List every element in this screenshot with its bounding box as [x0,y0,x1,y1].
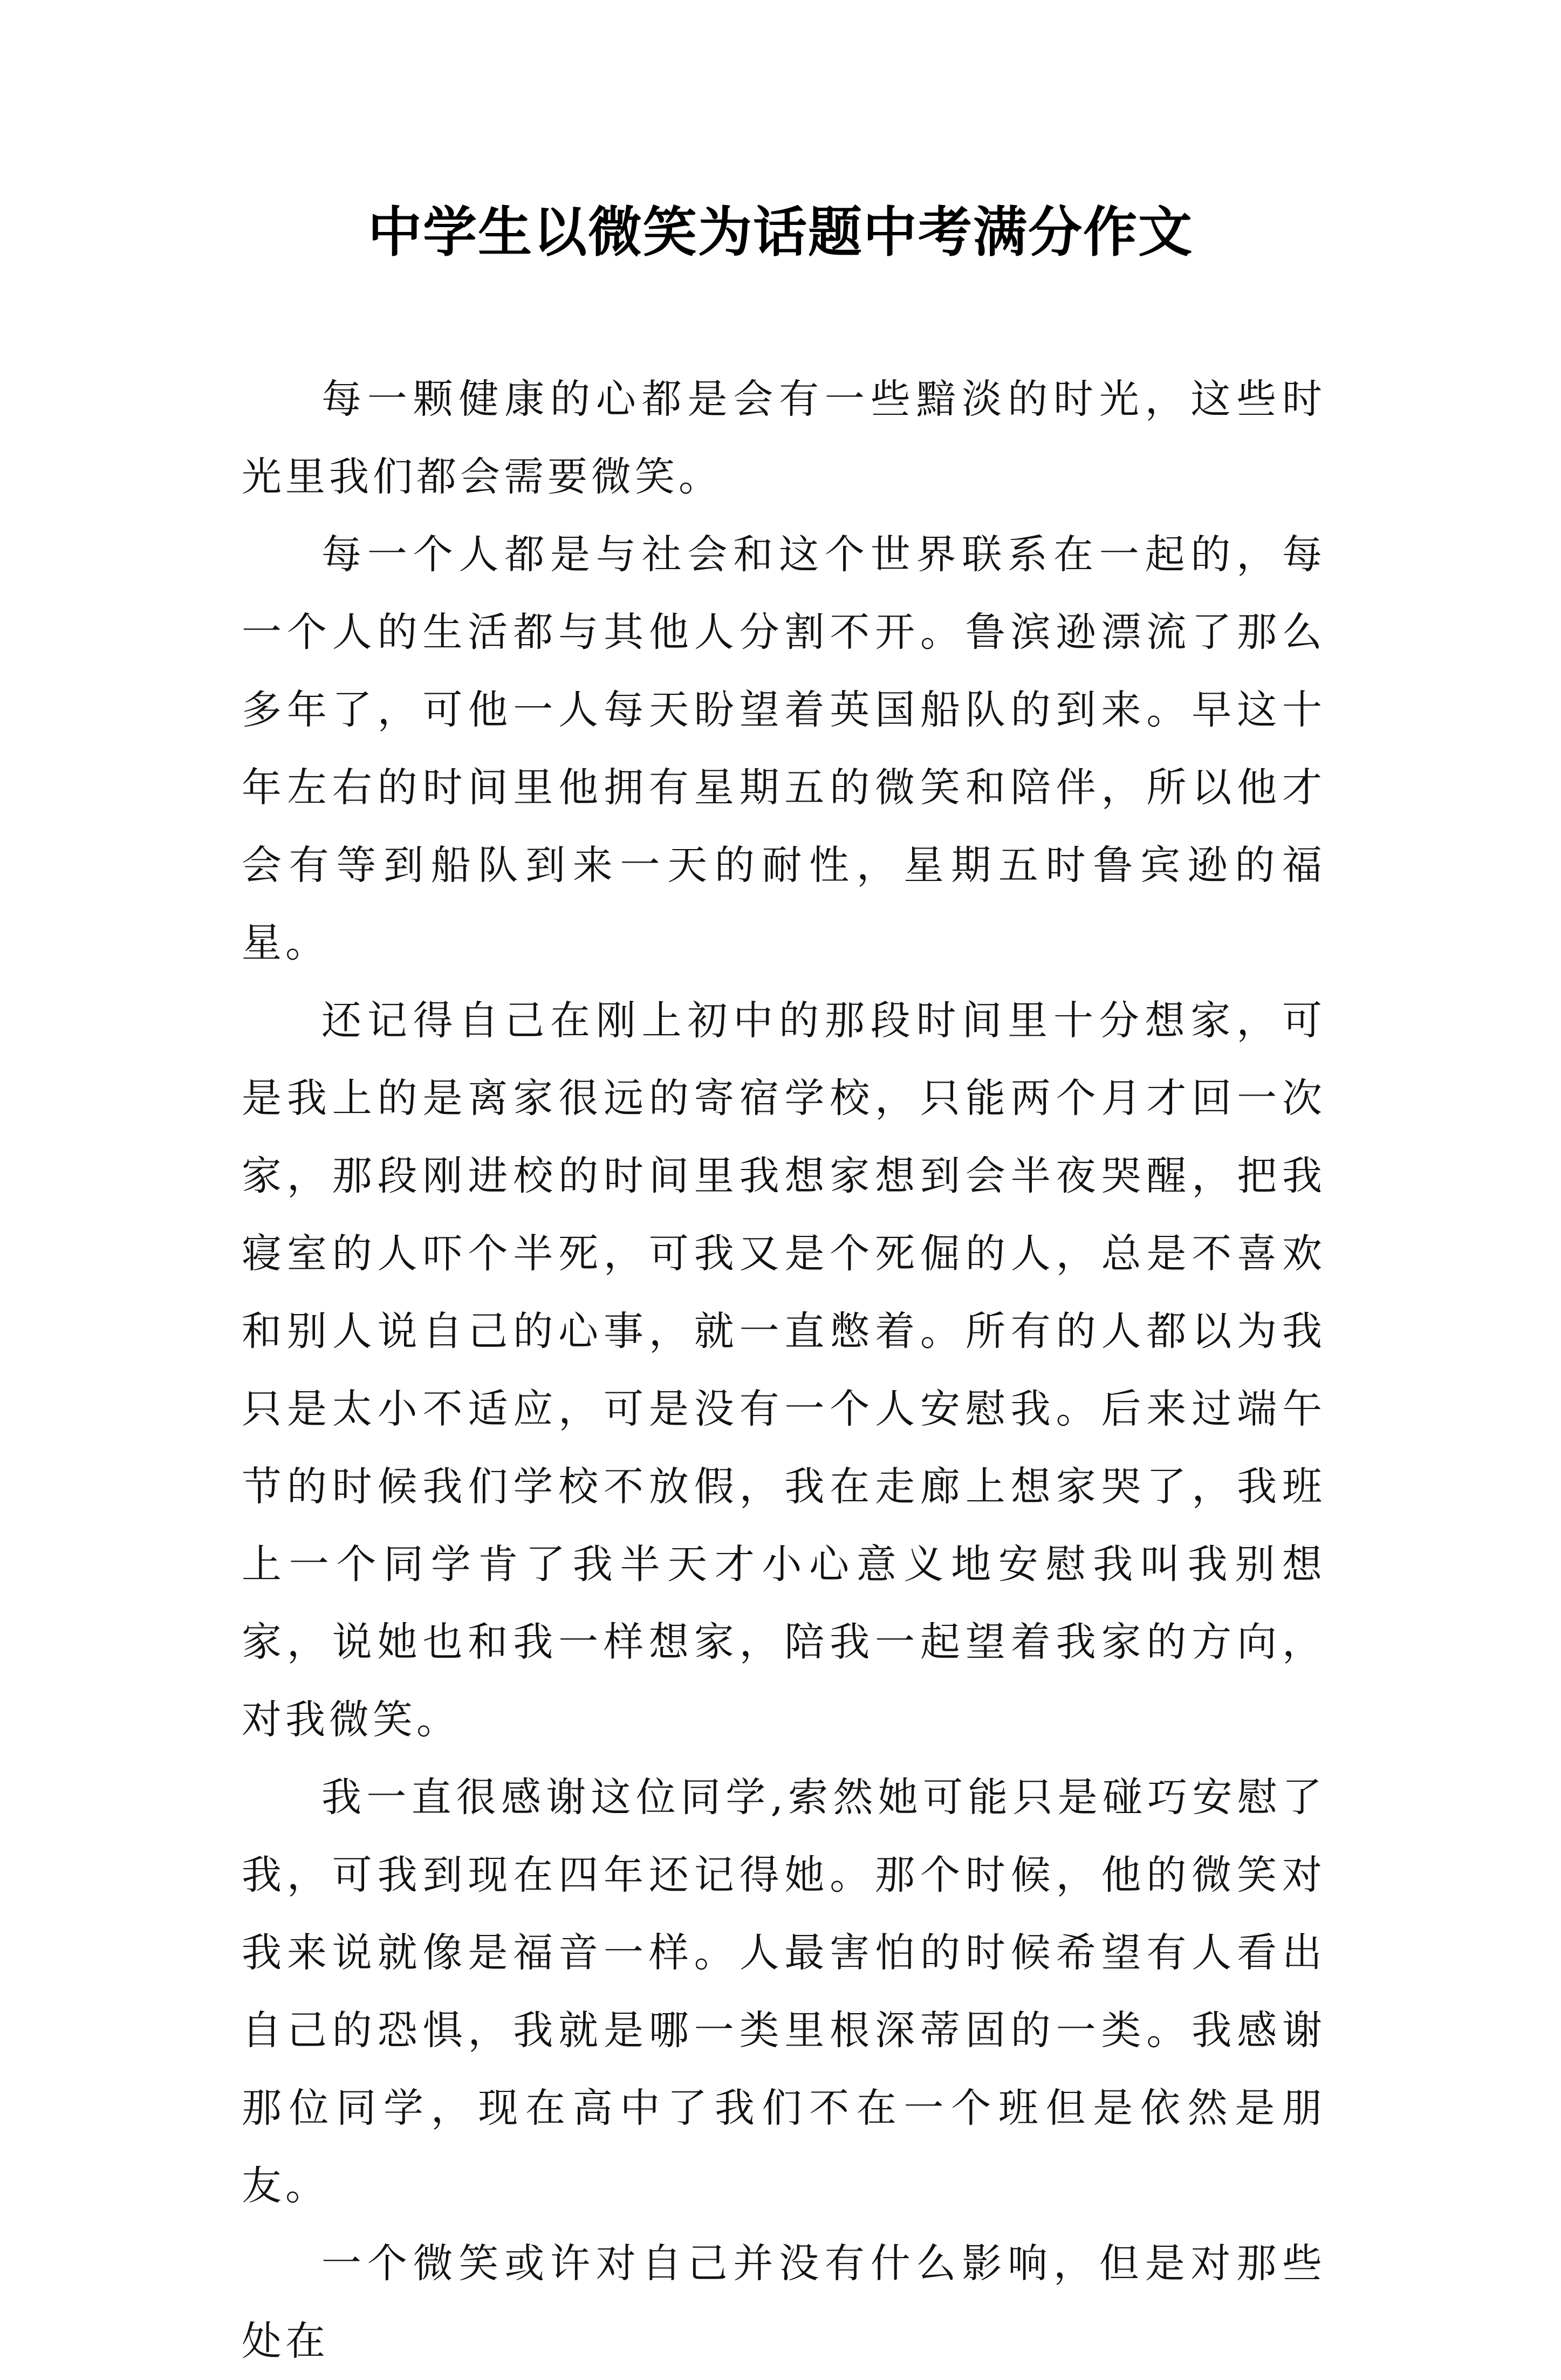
paragraph: 每一个人都是与社会和这个世界联系在一起的，每一个人的生活都与其他人分割不开。鲁滨逊漂流了那么多年了，可他一人每天盼望着英国船队的到来。早这十年左右的时间里他拥有星期五的微笑和陪伴，所以他才会有等到船队到来一天的耐性，星期五时鲁宾逊的福星。 [242,531,1326,966]
document-title: 中学生以微笑为话题中考满分作文 [368,200,1193,264]
paragraph: 我一直很感谢这位同学,索然她可能只是碰巧安慰了我，可我到现在四年还记得她。那个时候，他的微笑对我来说就像是福音一样。人最害怕的时候希望有人看出自己的恐惧，我就是哪一类里根深蒂固的一类。我感谢那位同学，现在高中了我们不在一个班但是依然是朋友。 [242,1774,1326,2209]
paragraph: 每一颗健康的心都是会有一些黯淡的时光，这些时光里我们都会需要微笑。 [242,376,1326,500]
document-body [242,360,1326,2380]
paragraph: 一个微笑或许对自己并没有什么影响，但是对那些处在 [242,2240,1326,2364]
paragraph: 还记得自己在刚上初中的那段时间里十分想家，可是我上的是离家很远的寄宿学校，只能两个月才回一次家，那段刚进校的时间里我想家想到会半夜哭醒，把我寝室的人吓个半死，可我又是个死倔的人，总是不喜欢和别人说自己的心事，就一直憋着。所有的人都以为我只是太小不适应，可是没有一个人安慰我。后来过端午节的时候我们学校不放假，我在走廊上想家哭了，我班上一个同学肯了我半天才小心意义地安慰我叫我别想家，说她也和我一样想家，陪我一起望着我家的方向，对我微笑。 [242,997,1326,1743]
